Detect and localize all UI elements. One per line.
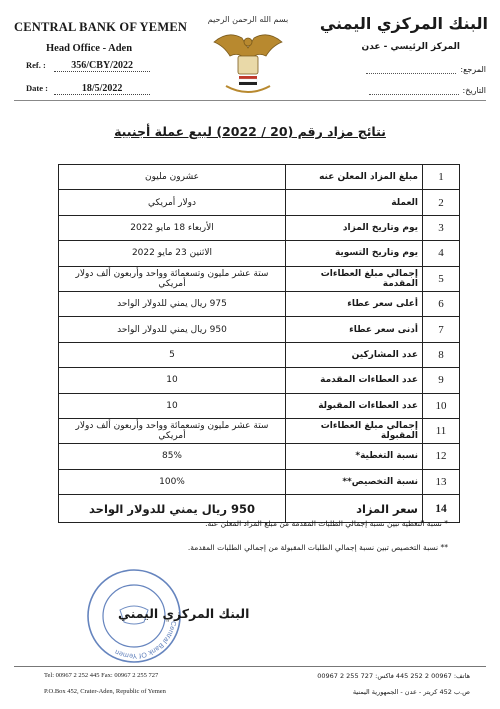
row-value: 950 ريال يمني للدولار الواحد xyxy=(59,495,286,523)
row-number: 3 xyxy=(423,215,460,240)
emblem-inscription: بسم الله الرحمن الرحيم xyxy=(208,15,288,24)
table-row xyxy=(59,215,460,240)
row-number: 12 xyxy=(423,444,460,469)
ar-date-line xyxy=(369,94,459,95)
yemen-emblem-icon xyxy=(208,12,288,98)
row-item: يوم وتاريخ التسوية xyxy=(286,241,423,266)
table-row xyxy=(59,165,460,190)
document-title xyxy=(0,124,500,139)
row-value: الأربعاء 18 مايو 2022 xyxy=(59,215,286,240)
row-value: 5 xyxy=(59,342,286,367)
date-value: 18/5/2022 xyxy=(54,83,150,95)
table-row xyxy=(59,241,460,266)
ar-ref-line xyxy=(366,73,456,74)
row-item: العملة xyxy=(286,190,423,215)
row-item: سعر المزاد xyxy=(286,495,423,523)
table-row xyxy=(59,393,460,418)
row-item: نسبة التخصيص** xyxy=(286,469,423,494)
row-item: عدد العطاءات المقدمة xyxy=(286,368,423,393)
row-value: 85% xyxy=(59,444,286,469)
ar-ref-row xyxy=(346,65,486,74)
allocation-note: ** نسبة التخصيص تبين نسبة إجمالي الطلبات المقبولة من إجمالي الطلبات المقدمة. xyxy=(187,543,448,552)
bank-name-english: CENTRAL BANK OF YEMEN xyxy=(14,20,188,34)
table-row xyxy=(59,266,460,291)
row-item: إجمالي مبلغ العطاءات المقبولة xyxy=(286,418,423,443)
date-row xyxy=(26,83,150,95)
results-table xyxy=(58,164,460,523)
footer-divider xyxy=(14,666,486,667)
row-number: 4 xyxy=(423,241,460,266)
row-number: 7 xyxy=(423,317,460,342)
ar-ref-label: المرجع: xyxy=(460,65,486,74)
ref-row xyxy=(26,60,150,72)
row-value: 10 xyxy=(59,368,286,393)
row-value: ستة عشر مليون وتسعمائة وواحد وأربعون ألف دولار أمريكي xyxy=(59,418,286,443)
table-row xyxy=(59,342,460,367)
row-value: الاثنين 23 مايو 2022 xyxy=(59,241,286,266)
footer-contact-english: Tel: 00967 2 252 445 Fax: 00967 2 255 727 xyxy=(44,672,159,679)
row-number: 13 xyxy=(423,469,460,494)
row-number: 5 xyxy=(423,266,460,291)
ref-value: 356/CBY/2022 xyxy=(54,60,150,72)
table-row xyxy=(59,469,460,494)
table-row xyxy=(59,418,460,443)
row-number: 10 xyxy=(423,393,460,418)
ar-date-label: التاريخ: xyxy=(462,86,486,95)
row-item: أعلى سعر عطاء xyxy=(286,291,423,316)
stamp-ring-text: Central Bank Of Yemen xyxy=(114,620,177,660)
footer-address-english: P.O.Box 452, Crater-Aden, Republic of Yemen xyxy=(44,688,166,695)
document-title-text: نتائج مزاد رقم (20 / 2022) لبيع عملة أجنبية xyxy=(114,124,386,139)
head-office-english: Head Office - Aden xyxy=(46,43,133,54)
table-row xyxy=(59,444,460,469)
signature-bank-name: البنك المركزي اليمني xyxy=(118,606,250,621)
row-value: ستة عشر مليون وتسعمائة وواحد وأربعون ألف دولار أمريكي xyxy=(59,266,286,291)
row-number: 2 xyxy=(423,190,460,215)
ref-label: Ref. : xyxy=(26,60,46,70)
table-row xyxy=(59,190,460,215)
row-number: 1 xyxy=(423,165,460,190)
row-item: عدد المشاركين xyxy=(286,342,423,367)
header-divider xyxy=(14,100,486,101)
row-item: يوم وتاريخ المزاد xyxy=(286,215,423,240)
row-number: 11 xyxy=(423,418,460,443)
results-table-body xyxy=(59,165,460,523)
row-value: 100% xyxy=(59,469,286,494)
row-value: 975 ريال يمني للدولار الواحد xyxy=(59,291,286,316)
row-value: دولار أمريكي xyxy=(59,190,286,215)
row-item: أدنى سعر عطاء xyxy=(286,317,423,342)
row-value: عشرون مليون xyxy=(59,165,286,190)
row-value: 950 ريال يمني للدولار الواحد xyxy=(59,317,286,342)
row-item: نسبة التغطية* xyxy=(286,444,423,469)
row-item: عدد العطاءات المقبولة xyxy=(286,393,423,418)
row-number: 8 xyxy=(423,342,460,367)
head-office-arabic: المركز الرئيسي - عدن xyxy=(361,42,460,52)
coverage-note: * نسبة التغطية تبين نسبة إجمالي الطلبات المقدمة من مبلغ المزاد المعلن عنه. xyxy=(205,519,448,528)
table-row xyxy=(59,317,460,342)
ar-date-row xyxy=(346,86,486,95)
table-row xyxy=(59,291,460,316)
row-item: مبلغ المزاد المعلن عنه xyxy=(286,165,423,190)
table-row xyxy=(59,368,460,393)
row-number: 6 xyxy=(423,291,460,316)
footer-contact-arabic: هاتف: 00967 2 252 445 فاكس: 727 255 2 00967 xyxy=(317,672,470,680)
row-value: 10 xyxy=(59,393,286,418)
row-number: 9 xyxy=(423,368,460,393)
row-item: إجمالي مبلغ العطاءات المقدمة xyxy=(286,266,423,291)
bank-name-arabic: البنك المركزي اليمني xyxy=(319,14,488,33)
row-number: 14 xyxy=(423,495,460,523)
footer-address-arabic: ص.ب 452 كريتر - عدن - الجمهورية اليمنية xyxy=(352,688,470,696)
date-label: Date : xyxy=(26,83,48,93)
